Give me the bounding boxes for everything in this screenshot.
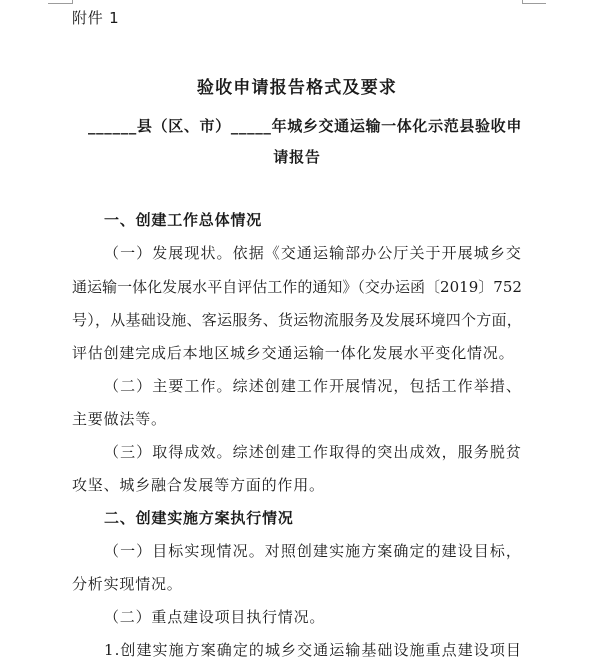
document-title	[72, 76, 522, 100]
paragraph-line	[72, 310, 522, 330]
paragraph-line	[72, 343, 514, 363]
paragraph-line	[104, 607, 325, 627]
paragraph-line-text: 号），从基础设施、客运服务、货运物流服务及发展环境四个方面，	[72, 311, 522, 329]
paragraph-line-text: 通运输一体化发展水平自评估工作的通知》（交办运函〔2019〕752	[72, 278, 522, 296]
section-heading-text: 一、创建工作总体情况	[104, 211, 263, 229]
subtitle-line-text: ______县（区、市）_____年城乡交通运输一体化示范县验收申	[88, 117, 522, 135]
paragraph-line-text: 评估创建完成后本地区城乡交通运输一体化发展水平变化情况。	[72, 344, 515, 362]
attachment-label	[72, 8, 120, 28]
paragraph-line-text: 分析实现情况。	[72, 575, 183, 593]
paragraph-line-text: 攻坚、城乡融合发展等方面的作用。	[72, 476, 325, 494]
subtitle-line-text: 请报告	[273, 148, 321, 166]
paragraph-line-text: （二）主要工作。综述创建工作开展情况，包括工作举措、	[104, 377, 522, 395]
paragraph-line-text: 1.创建实施方案确定的城乡交通运输基础设施重点建设项目	[104, 641, 522, 659]
paragraph-line-text: （二）重点建设项目执行情况。	[104, 608, 326, 626]
paragraph-line	[72, 475, 325, 495]
paragraph-line	[104, 376, 522, 396]
corner-mark-top-left-horizontal	[48, 3, 72, 4]
paragraph-line	[72, 409, 167, 429]
paragraph-line-text: （三）取得成效。综述创建工作取得的突出成效，服务脱贫	[104, 443, 522, 461]
paragraph-line-text: （一）目标实现情况。对照创建实施方案确定的建设目标，	[104, 542, 522, 560]
paragraph-line	[104, 640, 522, 660]
corner-mark-top-right-horizontal	[522, 3, 546, 4]
section-heading	[104, 210, 262, 230]
paragraph-line	[104, 243, 522, 263]
corner-mark-top-right-vertical	[522, 0, 523, 4]
attachment-label-text: 附件 1	[72, 9, 120, 27]
section-heading	[104, 508, 294, 528]
corner-mark-top-left-vertical	[72, 0, 73, 4]
paragraph-line	[72, 277, 522, 297]
subtitle-line	[88, 116, 522, 136]
paragraph-line-text: 主要做法等。	[72, 410, 167, 428]
paragraph-line-text: （一）发展现状。依据《交通运输部办公厅关于开展城乡交	[104, 244, 522, 262]
section-heading-text: 二、创建实施方案执行情况	[104, 509, 294, 527]
document-title-text: 验收申请报告格式及要求	[196, 78, 398, 98]
subtitle-line	[72, 147, 522, 167]
paragraph-line	[104, 442, 522, 462]
paragraph-line	[104, 541, 522, 561]
paragraph-line	[72, 574, 183, 594]
